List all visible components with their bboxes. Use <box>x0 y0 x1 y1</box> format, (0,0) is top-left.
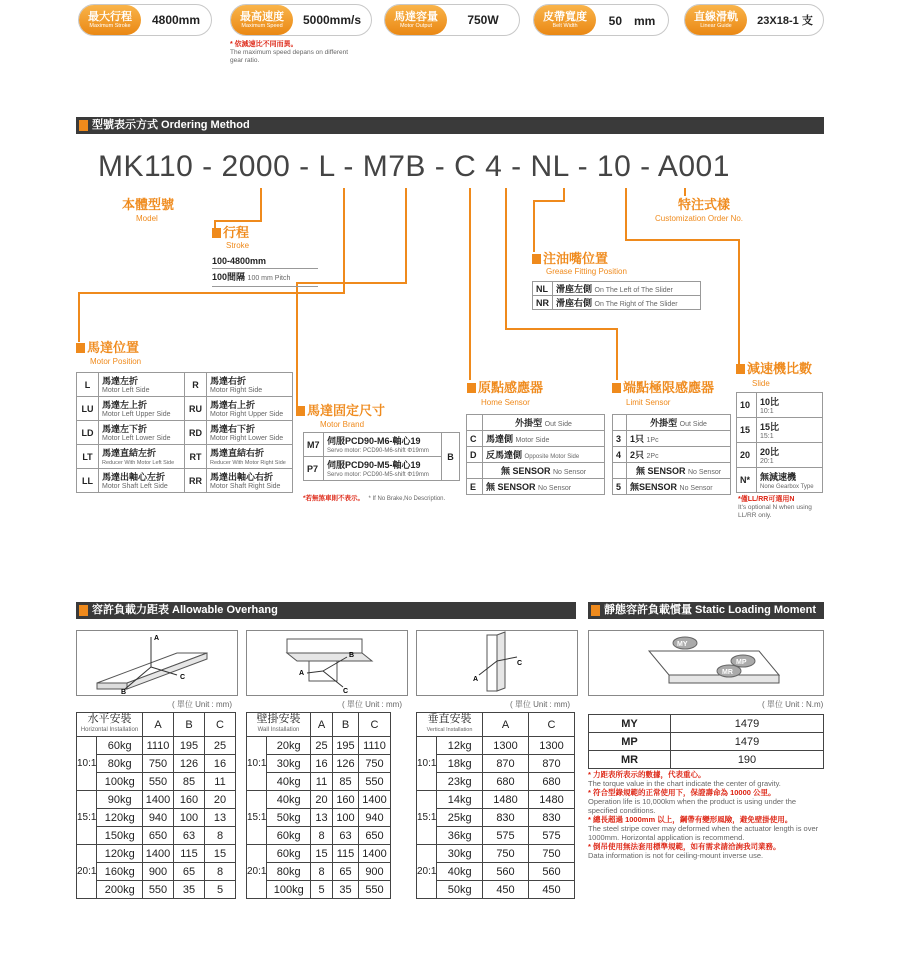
stroke-range: 100-4800mm <box>212 254 318 269</box>
table-row: 4 2只 2Pc <box>613 447 731 463</box>
table-row: 150kg 650 63 8 <box>77 827 236 845</box>
table-row: 200kg 550 35 5 <box>77 881 236 899</box>
connector-line <box>78 292 80 342</box>
table-row: NR 滑座右側 On The Right of The Slider <box>533 296 701 310</box>
spec-max-stroke: 最大行程 Maximum Stroke 4800mm <box>78 4 212 36</box>
motor-position-label-en: Motor Position <box>90 357 142 366</box>
brake-note: *若無煞車則不表示。 * If No Brake,No Description. <box>303 495 446 502</box>
vertical-diagram <box>416 630 578 696</box>
ordering-method-bar: 型號表示方式 Ordering Method <box>76 117 824 134</box>
table-row: 40kg 560 560 <box>417 863 575 881</box>
custom-label-en: Customization Order No. <box>655 214 744 223</box>
table-row: 10:1 20kg 25 195 1110 <box>247 737 391 755</box>
model-label: 本體型號 <box>122 197 175 212</box>
table-row: 20 20比 20:1 <box>737 443 823 468</box>
table-row: 外掛型 Out Side <box>613 415 731 431</box>
table-row: 80kg 8 65 900 <box>247 863 391 881</box>
home-sensor-label: 原點感應器 <box>467 381 543 395</box>
table-row: 50kg 450 450 <box>417 881 575 899</box>
table-row: C 馬達側 Motor Side <box>467 431 605 447</box>
connector-line <box>296 282 298 408</box>
horizontal-diagram <box>76 630 238 696</box>
spec-value: 4800mm <box>151 13 201 27</box>
connector-line <box>533 200 535 252</box>
table-row: 20:1 120kg 1400 115 15 <box>77 845 236 863</box>
motor-position-label: 馬達位置 <box>76 341 139 355</box>
gear-ratio-label: 減速機比數 <box>736 362 812 376</box>
table-row: 10:1 60kg 1110 195 25 <box>77 737 236 755</box>
wall-diagram <box>246 630 408 696</box>
allowable-overhang-bar: 容許負載力距表 Allowable Overhang <box>76 602 576 619</box>
grease-table <box>532 281 701 310</box>
vertical-overhang-table <box>416 712 575 899</box>
grease-label-en: Grease Fitting Position <box>546 267 627 276</box>
static-moment-diagram <box>589 631 823 695</box>
table-row: 5 無SENSOR No Sensor <box>613 479 731 495</box>
table-row: E 無 SENSOR No Sensor <box>467 479 605 495</box>
horizontal-overhang-table <box>76 712 236 899</box>
spec-value: 50 mm <box>608 13 656 28</box>
custom-label: 特注式樣 <box>678 197 731 212</box>
table-row: 10:1 12kg 1300 1300 <box>417 737 575 755</box>
table-row: L 馬達左折 Motor Left Side R 馬達右折 Motor Right Side <box>77 373 293 397</box>
spec-motor-output: 馬達容量 Motor Output 750W <box>384 4 520 36</box>
connector-line <box>405 188 407 284</box>
table-row: 15 15比 15:1 <box>737 418 823 443</box>
table-row: 120kg 940 100 13 <box>77 809 236 827</box>
connector-line <box>469 188 471 380</box>
spec-value: 5000mm/s <box>302 13 362 27</box>
table-row: 10 10比 10:1 <box>737 393 823 418</box>
connector-line <box>78 292 345 294</box>
unit-label: ( 單位 Unit : mm) <box>172 700 232 709</box>
label-my: MY <box>677 641 688 648</box>
limit-sensor-label-en: Limit Sensor <box>626 398 671 407</box>
table-row: 36kg 575 575 <box>417 827 575 845</box>
speed-note: * 依減速比不同而異。 The maximum speed depans on different gear ratio. <box>230 41 349 64</box>
static-notes: * 力距表所表示的數據，代表重心。 The torque value in the chart indicate the center of gravity. * 符合型錄規範的正常使用下，保證壽命為 10000 公里。 Operation life is 10,000km when the product is using under the specified conditions. * 總長超過 1000mm 以上，鋼帶有變形風險，避免壁掛使用。 The steel stripe cover may deformed when the actuator length is over 1000mm. Horizontal application is recommend. * 倒吊使用無法套用標準規範，如有需求請洽詢我司業務。 Data information is not for ceiling-mount inverse use. <box>588 770 819 860</box>
table-header: 水平安裝 Horizontal Installation A B C <box>77 713 236 737</box>
unit-label: ( 單位 Unit : N.m) <box>762 700 824 709</box>
connector-line <box>505 328 618 330</box>
table-row: 無 SENSOR No Sensor <box>613 463 731 479</box>
stroke-label-en: Stroke <box>226 241 250 250</box>
unit-label: ( 單位 Unit : mm) <box>342 700 402 709</box>
table-row: 23kg 680 680 <box>417 773 575 791</box>
spec-value: 750W <box>467 13 499 27</box>
table-row: 60kg 8 63 650 <box>247 827 391 845</box>
stroke-label: 行程 <box>212 226 249 240</box>
spec-belt-width: 皮帶寬度 Belt Width 50 mm <box>533 4 669 36</box>
motor-brand-label: 馬達固定尺寸 <box>296 404 385 418</box>
connector-line <box>625 239 740 241</box>
table-row: 20:1 30kg 750 750 <box>417 845 575 863</box>
table-row: 20:1 60kg 15 115 1400 <box>247 845 391 863</box>
label-b: B <box>121 689 127 695</box>
table-row: 100kg 550 85 11 <box>77 773 236 791</box>
table-row: 80kg 750 126 16 <box>77 755 236 773</box>
table-row: D 反馬達側 Opposite Motor Side <box>467 447 605 463</box>
table-row: NL 滑座左側 On The Left of The Slider <box>533 282 701 296</box>
home-sensor-table <box>466 414 605 495</box>
static-loading-bar: 靜態容許負載慣量 Static Loading Moment <box>588 602 824 619</box>
connector-line <box>343 188 345 294</box>
motor-position-table <box>76 372 293 493</box>
wall-actuator-diagram <box>247 631 407 695</box>
table-row: 50kg 13 100 940 <box>247 809 391 827</box>
table-row: 外掛型 Out Side <box>467 415 605 431</box>
connector-line <box>684 188 686 196</box>
connector-line <box>533 200 565 202</box>
table-row: LU 馬達左上折 Motor Left Upper Side RU 馬達右上折 Motor Right Upper Side <box>77 397 293 421</box>
table-row: 25kg 830 830 <box>417 809 575 827</box>
spec-value: 23X18-1 支 <box>757 15 813 27</box>
model-label-en: Model <box>136 214 158 223</box>
connector-line <box>260 188 262 222</box>
table-row: MR 190 <box>589 751 824 769</box>
unit-label: ( 單位 Unit : mm) <box>510 700 570 709</box>
label-b: B <box>349 652 355 659</box>
table-row: 30kg 16 126 750 <box>247 755 391 773</box>
spec-max-speed: 最高速度 Maximum Speed 5000mm/s <box>230 4 372 36</box>
motor-brand-table <box>303 432 460 481</box>
horizontal-actuator-diagram <box>77 631 237 695</box>
table-row: 40kg 11 85 550 <box>247 773 391 791</box>
home-sensor-label-en: Home Sensor <box>481 398 530 407</box>
table-row: LD 馬達左下折 Motor Left Lower Side RD 馬達右下折 Motor Right Lower Side <box>77 421 293 445</box>
gear-ratio-label-en: Slide <box>752 379 770 388</box>
table-row: 15:1 14kg 1480 1480 <box>417 791 575 809</box>
table-row: N* 無減速機 None Gearbox Type <box>737 468 823 493</box>
label-c: C <box>517 660 523 667</box>
connector-line <box>738 239 740 364</box>
label-a: A <box>299 670 305 677</box>
stroke-pitch: 100間隔 100 mm Pitch <box>212 270 318 287</box>
label-mp: MP <box>736 659 747 666</box>
table-row: 15:1 90kg 1400 160 20 <box>77 791 236 809</box>
label-a: A <box>473 676 479 683</box>
table-header: 垂直安裝 Vertical Installation A C <box>417 713 575 737</box>
table-row: 18kg 870 870 <box>417 755 575 773</box>
table-row: 15:1 40kg 20 160 1400 <box>247 791 391 809</box>
grease-label: 注油嘴位置 <box>532 252 608 266</box>
limit-sensor-table <box>612 414 731 495</box>
table-row: 無 SENSOR No Sensor <box>467 463 605 479</box>
connector-line <box>214 220 262 222</box>
wall-overhang-table <box>246 712 391 899</box>
limit-sensor-label: 端點極限感應器 <box>612 381 714 395</box>
label-c: C <box>180 674 186 681</box>
label-c: C <box>343 688 349 695</box>
connector-line <box>616 328 618 380</box>
table-row: 3 1只 1Pc <box>613 431 731 447</box>
spec-linear-guide: 直線滑軌 Linear Guide 23X18-1 支 <box>684 4 824 36</box>
gear-ratio-note: *僅LL/RR可選用N It's optional N when using LL/RR only. <box>738 496 812 519</box>
table-row: P7 伺服PCD90-M5-軸心19 Servo motor: PCD90-M5-shift Φ19mm <box>304 457 460 481</box>
label-mr: MR <box>722 669 733 676</box>
static-moment-table <box>588 714 824 769</box>
table-row: MY 1479 <box>589 715 824 733</box>
connector-line <box>625 188 627 241</box>
table-row: LL 馬達出軸心左折 Motor Shaft Left Side RR 馬達出軸心右折 Motor Shaft Right Side <box>77 469 293 493</box>
vertical-actuator-diagram <box>417 631 577 695</box>
gear-ratio-table <box>736 392 823 493</box>
static-diagram <box>588 630 824 696</box>
motor-brand-label-en: Motor Brand <box>320 420 365 429</box>
table-row: 100kg 5 35 550 <box>247 881 391 899</box>
table-row: MP 1479 <box>589 733 824 751</box>
table-row: M7 伺服PCD90-M6-軸心19 Servo motor: PCD90-M6-shift Φ19mm B <box>304 433 460 457</box>
table-row: 160kg 900 65 8 <box>77 863 236 881</box>
connector-line <box>505 188 507 330</box>
model-code: MK110 - 2000 - L - M7B - C 4 - NL - 10 - A001 <box>98 150 730 183</box>
table-header: 壁掛安裝 Wall Installation A B C <box>247 713 391 737</box>
table-row: LT 馬達直結左折 Reducer With Motor Left Side RT 馬達直結右折 Reducer With Motor Right Side <box>77 445 293 469</box>
label-a: A <box>154 635 160 642</box>
